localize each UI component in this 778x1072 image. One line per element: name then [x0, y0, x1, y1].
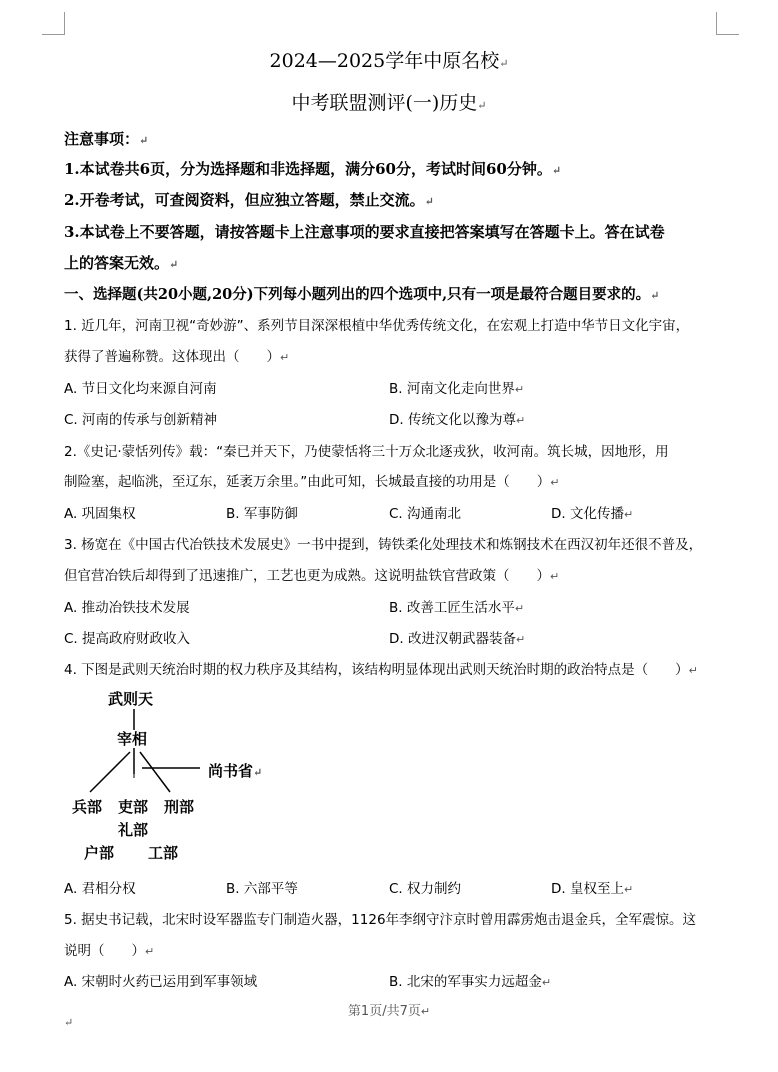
q1-option-b: B. 河南文化走向世界↵ [389, 381, 525, 397]
notes-item-2: 2.开卷考试，可查阅资料，但应独立答题，禁止交流。↵ [64, 191, 434, 209]
q2-option-d: D. 文化传播↵ [551, 506, 634, 522]
q4-stem-line1: 4. 下图是武则天统治时期的权力秩序及其结构，该结构明显体现出武则天统治时期的政治特点是（ ）↵ [64, 662, 698, 678]
notes-item-1: 1.本试卷共6页，分为选择题和非选择题，满分60分，考试时间60分钟。↵ [64, 160, 562, 178]
q2-option-a: A. 巩固集权 [64, 506, 136, 522]
crop-mark-top-right [716, 12, 739, 35]
diagram-node-libu-rites: 礼部 [118, 821, 149, 839]
q3-stem-line1: 3. 杨宽在《中国古代冶铁技术发展史》一书中提到，铸铁柔化处理技术和炼钢技术在西汉初年还很不普及， [64, 537, 703, 553]
q2-option-c: C. 沟通南北 [389, 506, 462, 522]
q3-option-b: B. 改善工匠生活水平↵ [389, 600, 525, 616]
q3-stem-line2: 但官营冶铁后却得到了迅速推广，工艺也更为成熟。这说明盐铁官营政策（ ）↵ [64, 568, 560, 584]
diagram-node-chancellor: 宰相 [117, 730, 148, 748]
diagram-node-gongbu: 工部 [148, 844, 179, 862]
diagram-node-hubu: 户部 [84, 844, 115, 862]
diagram-node-shangshu: 尚书省↵ [208, 762, 263, 780]
q3-option-d: D. 改进汉朝武器装备↵ [389, 631, 526, 647]
q5-stem-line2: 说明（ ）↵ [64, 943, 155, 959]
notes-heading: 注意事项：↵ [64, 130, 149, 148]
page-footer: 第1页/共7页↵ [347, 1004, 431, 1019]
q2-option-b: B. 军事防御 [226, 506, 298, 522]
diagram-node-xingbu: 刑部 [164, 798, 195, 816]
notes-item-3-line2: 上的答案无效。↵ [64, 254, 179, 272]
end-paragraph-mark: ↵ [64, 1016, 74, 1029]
q2-stem-line1: 2.《史记·蒙恬列传》载：“秦已并天下，乃使蒙恬将三十万众北逐戎狄，收河南。筑长城，因地形，用 [64, 444, 669, 460]
exam-subtitle: 中考联盟测评(一)历史↵ [291, 92, 487, 114]
crop-mark-top-left [42, 12, 65, 35]
diagram-node-bingbu: 兵部 [72, 798, 103, 816]
q4-option-a: A. 君相分权 [64, 881, 136, 897]
q4-option-d: D. 皇权至上↵ [551, 881, 634, 897]
q1-option-d: D. 传统文化以豫为尊↵ [389, 412, 526, 428]
q1-stem-line2: 获得了普遍称赞。这体现出（ ）↵ [64, 349, 290, 365]
q2-stem-line2: 制险塞，起临洮，至辽东，延袤万余里。”由此可知，长城最直接的功用是（ ）↵ [64, 474, 560, 490]
q5-option-a: A. 宋朝时火药已运用到军事领域 [64, 974, 258, 990]
q4-option-c: C. 权力制约 [389, 881, 462, 897]
diagram-node-empress: 武则天 [108, 690, 154, 708]
q1-stem-line1: 1. 近几年，河南卫视“奇妙游”、系列节目深深根植中华优秀传统文化，在宏观上打造中华节日文化宇宙， [64, 318, 690, 334]
q1-option-a: A. 节日文化均来源自河南 [64, 381, 217, 397]
notes-item-3-line1: 3.本试卷上不要答题，请按答题卡上注意事项的要求直接把答案填写在答题卡上。答在试卷 [64, 223, 665, 241]
q4-option-b: B. 六部平等 [226, 881, 298, 897]
section-heading: 一、选择题(共20小题,20分)下列每小题列出的四个选项中,只有一项是最符合题目要求的。↵ [64, 286, 660, 303]
diagram-node-libu-personnel: 吏部 [118, 798, 149, 816]
diagram-lines [60, 684, 300, 864]
q1-option-c: C. 河南的传承与创新精神 [64, 412, 218, 428]
exam-title: 2024—2025学年中原名校↵ [269, 50, 509, 72]
q5-option-b: B. 北宋的军事实力远超金↵ [389, 974, 552, 990]
q5-stem-line1: 5. 据史书记载，北宋时设军器监专门制造火器，1126年李纲守汴京时曾用霹雳炮击退金兵，全军震惊。这 [64, 912, 697, 928]
power-structure-diagram [60, 684, 300, 864]
q3-option-a: A. 推动冶铁技术发展 [64, 600, 190, 616]
q3-option-c: C. 提高政府财政收入 [64, 631, 191, 647]
